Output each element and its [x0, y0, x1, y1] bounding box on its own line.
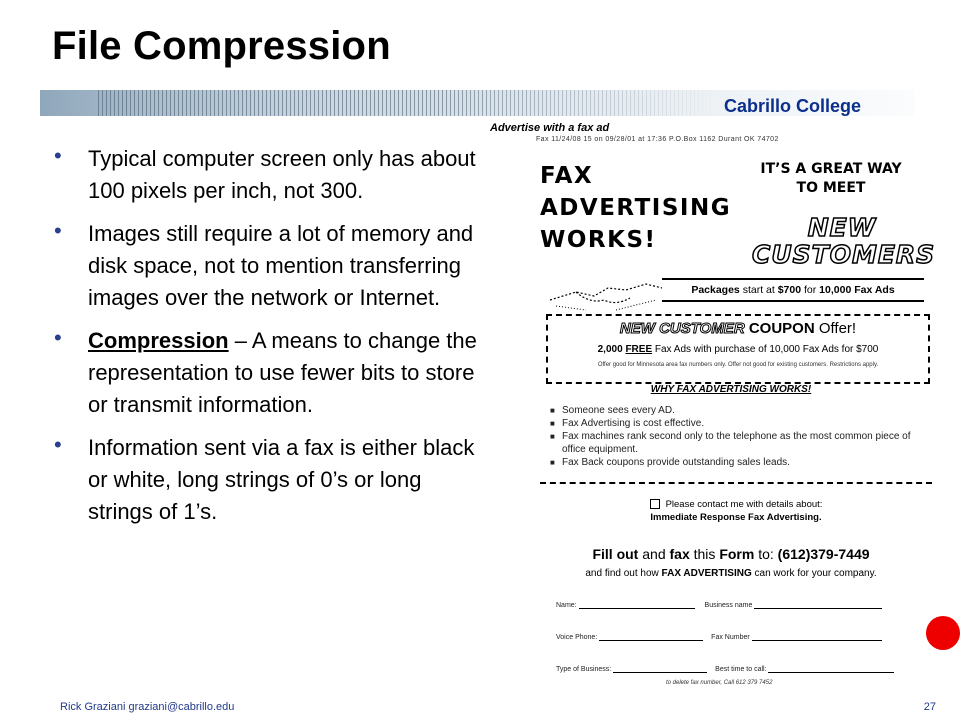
- form-row-phone: [556, 632, 926, 641]
- fax-headline-line: ADVERTISING: [540, 195, 732, 221]
- coupon-word: COUPON: [744, 320, 815, 337]
- packages-line: [662, 278, 924, 302]
- cta-text: Form: [719, 546, 755, 562]
- fax-tagline-line: TO MEET: [796, 180, 866, 196]
- fax-header-line: Fax 11/24/08 15 on 09/28/01 at 17:36 P.O.Box 1162 Durant OK 74702: [536, 136, 779, 143]
- bullet-term: Compression: [88, 328, 229, 353]
- checkbox-icon: [650, 499, 660, 509]
- reason-item: ■ Fax Advertising is cost effective.: [550, 417, 930, 430]
- cta-text: and: [638, 546, 670, 562]
- cta-text: to:: [754, 546, 778, 562]
- reason-item: ■ Someone sees every AD.: [550, 404, 930, 417]
- form-label: Best time to call:: [715, 666, 767, 673]
- bullet-text: Typical computer screen only has about 100 pixels per inch, not 300.: [88, 146, 476, 203]
- fax-form-cta: [546, 546, 916, 562]
- contact-request: [576, 498, 896, 524]
- form-label: Voice Phone:: [556, 634, 598, 641]
- fax-headline-line: WORKS!: [540, 227, 657, 253]
- fax-ad-footer: to delete fax number, Call 612 379 7452: [666, 680, 773, 686]
- brand-label: Cabrillo College: [724, 96, 862, 116]
- why-heading: WHY FAX ADVERTISING WORKS!: [650, 384, 812, 395]
- form-label: Business name: [704, 602, 753, 609]
- bullet-list: [50, 143, 490, 539]
- fax-headline-line: FAX: [540, 163, 594, 189]
- packages-text: for: [801, 284, 820, 296]
- find-out-line: [546, 568, 916, 579]
- bullet-item: [50, 325, 490, 421]
- coupon-count: 2,000: [597, 344, 626, 355]
- bullet-text: Images still require a lot of memory and disk space, not to mention transferring images over the network or Internet.: [88, 221, 474, 310]
- contact-service: Immediate Response Fax Advertising.: [650, 512, 822, 523]
- contact-text: Please contact me with details about:: [665, 499, 823, 510]
- find-text: can work for your company.: [751, 568, 877, 579]
- packages-quantity: 10,000 Fax Ads: [819, 284, 895, 296]
- coupon-box: [546, 314, 930, 384]
- cut-line: [540, 482, 932, 484]
- fax-ad-image: [486, 120, 934, 695]
- coupon-free: FREE: [625, 344, 653, 355]
- bullet-icon: •: [54, 143, 62, 168]
- fax-headline: [540, 160, 731, 256]
- form-line: [754, 600, 882, 609]
- bullet-item: [50, 143, 490, 207]
- fax-tagline: [736, 160, 926, 198]
- form-line: [579, 600, 695, 609]
- cta-text: Fill out: [592, 546, 639, 562]
- header-band-stripes: [98, 90, 718, 116]
- form-label: Fax Number: [711, 634, 750, 641]
- bullet-text: Information sent via a fax is either black or white, long strings of 0’s or long strings of 1’s.: [88, 435, 475, 524]
- new-customers-line: NEW: [807, 213, 877, 242]
- page-number: 27: [923, 701, 936, 713]
- coupon-fine-print: Offer good for Minnesota area fax numbers only. Offer not good for existing customers. Restrictions apply.: [597, 362, 879, 368]
- bullet-icon: •: [54, 325, 62, 350]
- slide-title: File Compression: [52, 24, 391, 68]
- coupon-offer-line: [552, 344, 924, 355]
- bullet-text: – A means to change the representation to use fewer bits to store or transmit information.: [88, 328, 477, 417]
- fax-tagline-line: IT’S A GREAT WAY: [760, 161, 902, 177]
- fax-phone-number: (612)379-7449: [777, 546, 870, 562]
- bullet-item: [50, 218, 490, 314]
- new-customers-banner: [752, 213, 936, 269]
- cta-text: fax: [669, 546, 690, 562]
- find-text-bold: FAX ADVERTISING: [661, 568, 752, 579]
- form-line: [613, 664, 707, 673]
- bullet-item: [50, 432, 490, 528]
- handshake-icon: [546, 270, 666, 318]
- form-row-business-type: [556, 664, 926, 673]
- reason-item: ■ Fax machines rank second only to the telephone as the most common piece of office equipment.: [550, 430, 930, 456]
- packages-price: $700: [777, 284, 802, 296]
- find-text: and find out how: [585, 568, 662, 579]
- footer-author: Rick Graziani graziani@cabrillo.edu: [60, 701, 235, 713]
- packages-text: start at: [739, 284, 778, 296]
- record-indicator-icon: [926, 616, 960, 650]
- coupon-title: [548, 320, 928, 337]
- coupon-offer: Offer!: [814, 320, 857, 337]
- new-customers-line: CUSTOMERS: [752, 240, 936, 269]
- reason-item: ■ Fax Back coupons provide outstanding sales leads.: [550, 456, 930, 469]
- coupon-terms: Fax Ads with purchase of 10,000 Fax Ads for $700: [652, 344, 879, 355]
- form-line: [768, 664, 894, 673]
- form-line: [752, 632, 882, 641]
- form-label: Name:: [556, 602, 577, 609]
- cta-text: this: [689, 546, 720, 562]
- bullet-icon: •: [54, 218, 62, 243]
- form-label: Type of Business:: [556, 666, 612, 673]
- form-line: [599, 632, 703, 641]
- coupon-new-customer: NEW CUSTOMER: [619, 320, 745, 337]
- fax-ad-caption: Advertise with a fax ad: [490, 122, 610, 134]
- bullet-icon: •: [54, 432, 62, 457]
- reasons-list: [550, 404, 930, 469]
- form-row-name: [556, 600, 926, 609]
- packages-label: Packages: [691, 284, 740, 296]
